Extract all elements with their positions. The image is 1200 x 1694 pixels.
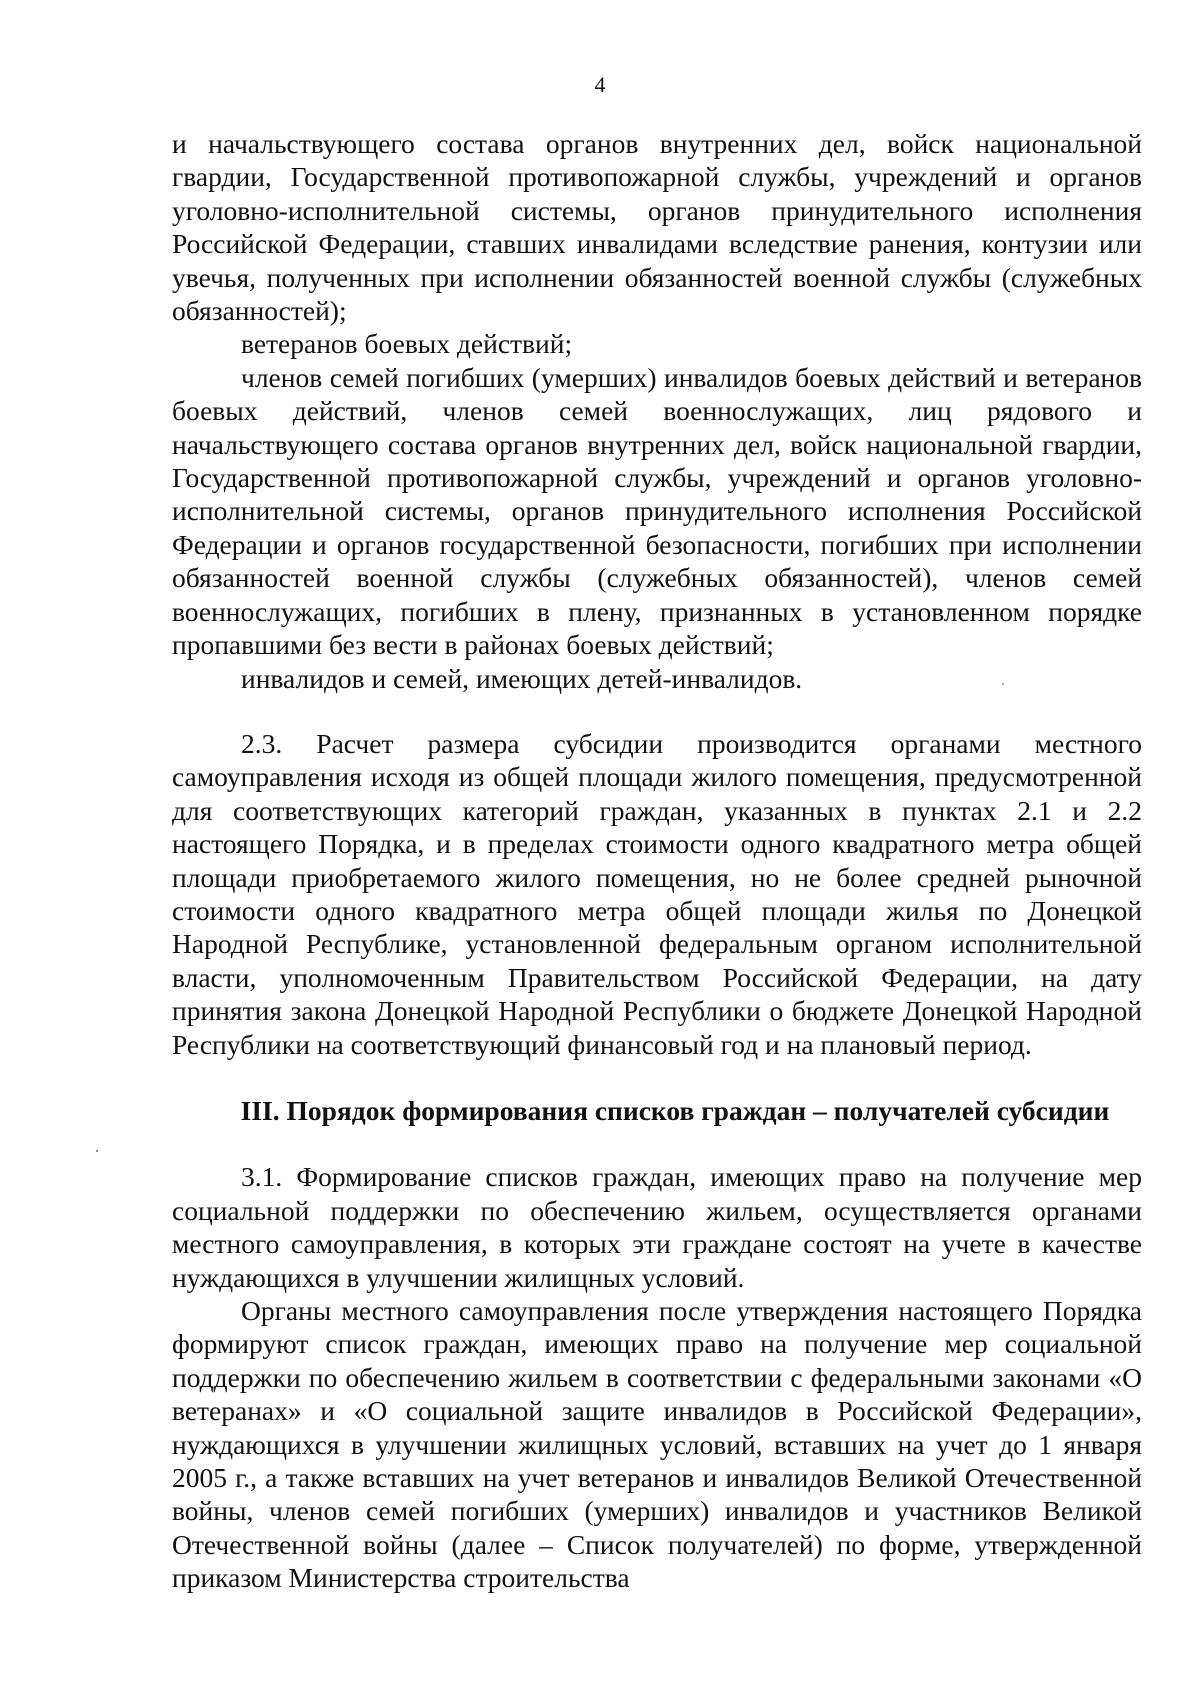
section-heading: III. Порядок формирования списков граждан – получателей субсидии bbox=[240, 1094, 1110, 1126]
scan-speck bbox=[96, 1150, 98, 1152]
page-number: 4 bbox=[594, 72, 606, 97]
scan-speck bbox=[1002, 683, 1004, 685]
document-body bbox=[172, 127, 1142, 1595]
spacer bbox=[172, 1061, 1142, 1094]
paragraph-disabled-families: инвалидов и семей, имеющих детей-инвалидов. bbox=[241, 662, 803, 694]
paragraph-military-staff: и начальствующего состава органов внутренних дел, войск национальной гвардии, Государственной противопожарной службы, учреждений и органов уголовно-исполнительной системы, органов принудительного исполнения Российской Федерации, ставших инвалидами вследствие ранения, контузии или увечья, полученных при исполнении обязанностей военной службы (служебных обязанностей); bbox=[172, 128, 1142, 327]
spacer bbox=[172, 695, 1142, 727]
paragraph-3-1: 3.1. Формирование списков граждан, имеющих право на получение мер социальной поддержки по обеспечению жильем, осуществляется органами местного самоуправления, в которых эти граждане состоят на учете в качестве нуждающихся в улучшении жилищных условий. bbox=[172, 1161, 1142, 1293]
paragraph-2-3: 2.3. Расчет размера субсидии производится органами местного самоуправления исходя из общей площади жилого помещения, предусмотренной для соответствующих категорий граждан, указанных в пунктах 2.1 и 2.2 настоящего Порядка, и в пределах стоимости одного квадратного метра общей площади приобретаемого жилого помещения, но не более средней рыночной стоимости одного квадратного метра общей площади жилья по Донецкой Народной Республике, установленной федеральным органом исполнительной власти, уполномоченным Правительством Российской Федерации, на дату принятия закона Донецкой Народной Республики о бюджете Донецкой Народной Республики на соответствующий финансовый год и на плановый период. bbox=[172, 727, 1142, 1060]
paragraph-combat-veterans: ветеранов боевых действий; bbox=[241, 328, 573, 360]
paragraph-local-authorities: Органы местного самоуправления после утверждения настоящего Порядка формируют список граждан, имеющих право на получение мер социальной поддержки по обеспечению жильем в соответствии с федеральными законами «О ветеранах» и «О социальной защите инвалидов в Российской Федерации», нуждающихся в улучшении жилищных условий, вставших на учет до 1 января 2005 г., а также вставших на учет ветеранов и инвалидов Великой Отечественной войны, членов семей погибших (умерших) инвалидов и участников Великой Отечественной войны (далее – Список получателей) по форме, утвержденной приказом Министерства строительства bbox=[172, 1295, 1142, 1594]
paragraph-family-members: членов семей погибших (умерших) инвалидов боевых действий и ветеранов боевых действий, членов семей военнослужащих, лиц рядового и начальствующего состава органов внутренних дел, войск национальной гвардии, Государственной противопожарной службы, учреждений и органов уголовно-исполнительной системы, органов принудительного исполнения Российской Федерации и органов государственной безопасности, погибших при исполнении обязанностей военной службы (служебных обязанностей), членов семей военнослужащих, погибших в плену, признанных в установленном порядке пропавшими без вести в районах боевых действий; bbox=[172, 361, 1142, 661]
spacer bbox=[172, 1127, 1142, 1160]
